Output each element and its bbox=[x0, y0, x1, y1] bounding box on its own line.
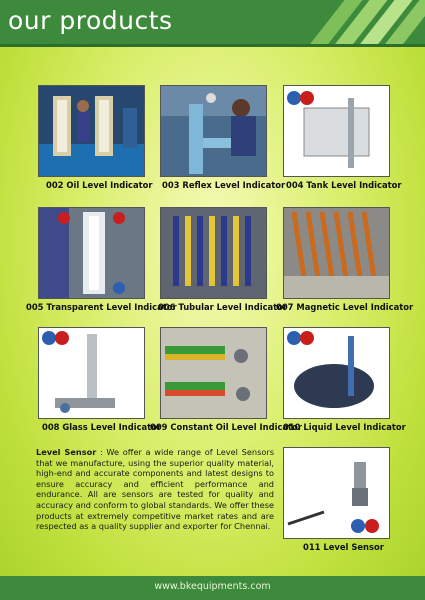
footer-url[interactable]: www.bkequipments.com bbox=[154, 581, 271, 592]
product-caption: 003 Reflex Level Indicator bbox=[162, 180, 286, 190]
level-sensor-description bbox=[36, 447, 274, 532]
magnetic-level-indicator-photo[interactable] bbox=[283, 207, 390, 299]
product-caption: 006 Tubular Level Indicator bbox=[158, 302, 288, 312]
tank-level-indicator-photo[interactable] bbox=[283, 85, 390, 177]
description-heading: Level Sensor bbox=[36, 447, 97, 457]
tubular-level-indicator-photo[interactable] bbox=[160, 207, 267, 299]
page-header bbox=[0, 0, 425, 44]
reflex-level-indicator-photo[interactable] bbox=[160, 85, 267, 177]
transparent-level-indicator-photo[interactable] bbox=[38, 207, 145, 299]
product-caption: 009 Constant Oil Level Indicator bbox=[150, 422, 302, 432]
constant-oil-level-indicator-photo[interactable] bbox=[160, 327, 267, 419]
header-divider bbox=[0, 44, 425, 47]
product-caption: 002 Oil Level Indicator bbox=[46, 180, 153, 190]
product-caption: 004 Tank Level Indicator bbox=[286, 180, 402, 190]
product-caption: 010 Liquid Level Indicator bbox=[283, 422, 406, 432]
description-text: : We offer a wide range of Level Sensors that we manufacture, using the superior quality material, high-end and accurate components and latest designs to ensure accuracy and efficient performance and endurance. All are sensors are tested for quality and accuracy and conform to global standards. We offer these products at extremely competitive market rates and are respected as a quality supplier and exporter for Chennai. bbox=[36, 447, 274, 532]
product-caption: 005 Transparent Level Indicator bbox=[26, 302, 177, 312]
product-caption: 008 Glass Level Indicator bbox=[42, 422, 162, 432]
liquid-level-indicator-photo[interactable] bbox=[283, 327, 390, 419]
level-sensor-photo[interactable] bbox=[283, 447, 390, 539]
product-caption: 007 Magnetic Level Indicator bbox=[276, 302, 414, 312]
glass-level-indicator-photo[interactable] bbox=[38, 327, 145, 419]
page-footer bbox=[0, 576, 425, 600]
product-caption: 011 Level Sensor bbox=[303, 542, 384, 552]
page-title: our products bbox=[8, 6, 173, 35]
oil-level-indicator-photo[interactable] bbox=[38, 85, 145, 177]
